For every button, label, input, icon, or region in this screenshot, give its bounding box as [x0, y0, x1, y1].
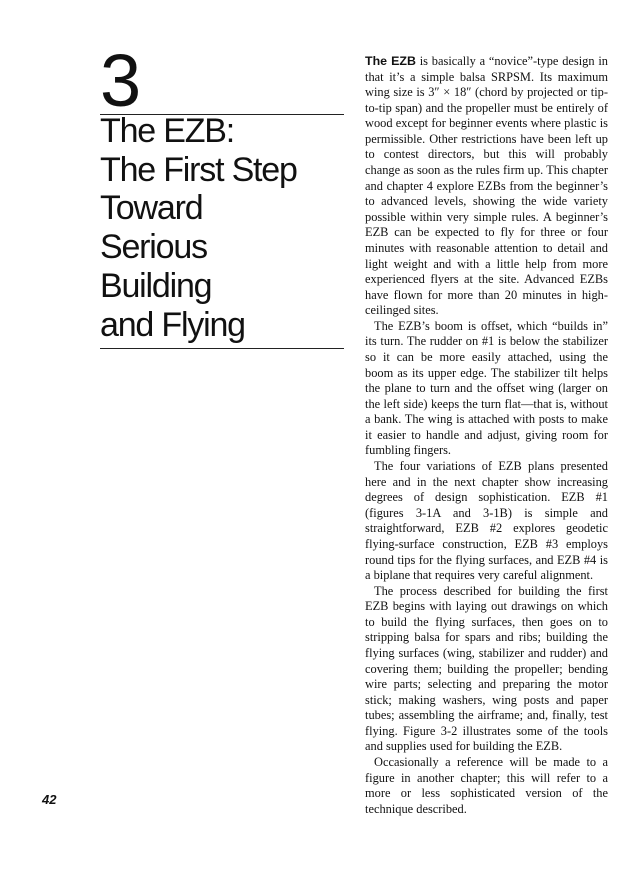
chapter-title-line: The First Step — [100, 150, 297, 189]
body-paragraph — [365, 54, 608, 319]
page-number: 42 — [42, 792, 57, 807]
body-paragraph: The EZB’s boom is offset, which “builds in” its turn. The rudder on #1 is below the stabilizer so it can be more easily attached, using the boom as its upper edge. The stabilizer tilt helps the plane to turn and the offset wing (larger on the left side) keeps the turn flat—that is, without a bank. The wing is attached with posts to make it easier to handle and adjust, giving room for fumbling fingers. — [365, 318, 608, 458]
chapter-title — [100, 112, 344, 344]
chapter-title-line: Toward — [100, 189, 203, 228]
chapter-title-line: The EZB: — [100, 112, 235, 150]
lead-in: The EZB — [365, 54, 416, 68]
chapter-title-line: Serious — [100, 228, 207, 267]
body-paragraph: Occasionally a reference will be made to a figure in another chapter; this will refer to a more or less sophisticated version of the technique described. — [365, 755, 608, 816]
paragraph-text: is basically a “novice”-type design in that it’s a simple balsa SRPSM. Its maximum wing size is 3″ × 18″ (chord by projected or tip-to-tip span) and the propeller must be entirely of wood except for beginner events where plastic is permissible. Other restrictions have been left up to contest directors, but this will probably change as soon as the rules firm up. This chapter and chapter 4 explore EZBs from the beginner’s to advanced levels, showing the wide variety possible within very simple rules. A beginner’s EZB can be expected to fly for three or four minutes with reasonable attention to detail and light weight and with a little help from more experienced flyers at the site. Advanced EZBs have flown for more than 20 minutes in high-ceilinged sites. — [365, 54, 608, 318]
body-paragraph: The process described for building the first EZB begins with laying out drawings on which to build the flying surfaces, then goes on to stripping balsa for spars and ribs; building the flying surfaces (wing, stabilizer and rudder) and covering them; building the propeller; bending wire parts; selecting and preparing the motor stick; making washers, wing posts and paper tubes; assembling the airframe; and, finally, test flying. Figure 3-2 illustrates some of the tools and supplies used for building the EZB. — [365, 583, 608, 754]
body-paragraph: The four variations of EZB plans presented here and in the next chapter show increasing degrees of design sophistication. EZB #1 (figures 3-1A and 3-1B) is simple and straightforward, EZB #2 explores geodetic flying-surface construction, EZB #3 employs round tips for the flying surfaces, and EZB #4 is a biplane that requires very careful alignment. — [365, 459, 608, 583]
title-bottom-rule — [100, 348, 344, 349]
chapter-number: 3 — [100, 39, 140, 122]
chapter-title-line: and Flying — [100, 305, 245, 344]
body-text-column — [365, 54, 608, 817]
chapter-title-line: Building — [100, 266, 212, 305]
